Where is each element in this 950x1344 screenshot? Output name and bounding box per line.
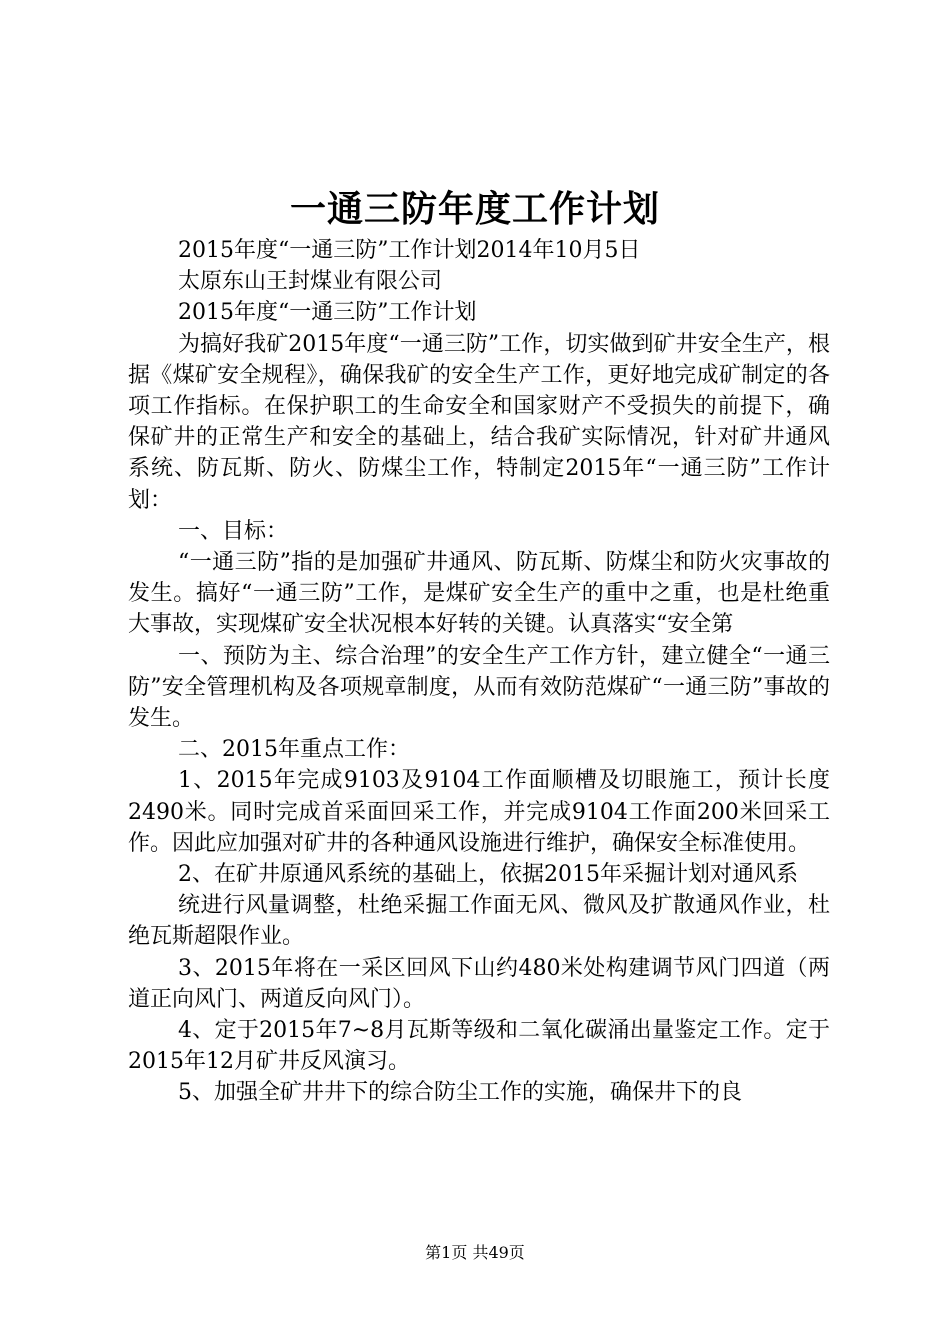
paragraph-goals: “一通三防”指的是加强矿井通风、防瓦斯、防煤尘和防火灾事故的发生。搞好“一通三防”工作，是煤矿安全生产的重中之重，也是杜绝重大事故，实现煤矿安全状况根本好转的关键。认真落实“安全第	[128, 550, 830, 638]
list-item-4: 4、定于2015年7~8月瓦斯等级和二氧化碳涌出量鉴定工作。定于2015年12月矿井反风演习。	[128, 1018, 830, 1075]
list-item-1: 1、2015年完成9103及9104工作面顺槽及切眼施工，预计长度2490米。同时完成首采面回采工作，并完成9104工作面200米回采工作。因此应加强对矿井的各种通风设施进行维护，确保安全标准使用。	[128, 768, 830, 856]
list-item-5: 5、加强全矿井井下的综合防尘工作的实施，确保井下的良	[178, 1080, 742, 1106]
page-footer: 第1页 共49页	[425, 1243, 525, 1262]
list-item-3: 3、2015年将在一采区回风下山约480米处构建调节风门四道（两道正向风门、两道反向风门）。	[128, 955, 830, 1012]
document-body	[128, 235, 830, 1109]
document-title: 一通三防年度工作计划	[289, 188, 660, 230]
paragraph-company: 太原东山王封煤业有限公司	[178, 269, 443, 295]
paragraph-date-line: 2015年度“一通三防”工作计划2014年10月5日	[178, 238, 641, 263]
paragraph-plan-name: 2015年度“一通三防”工作计划	[178, 300, 477, 326]
section-heading-key-work: 二、2015年重点工作：	[178, 737, 410, 763]
list-item-2-continued: 统进行风量调整，杜绝采掘工作面无风、微风及扩散通风作业，杜绝瓦斯超限作业。	[128, 893, 830, 950]
list-item-2: 2、在矿井原通风系统的基础上，依据2015年采掘计划对通风系	[178, 862, 798, 888]
paragraph-policy: 一、预防为主、综合治理”的安全生产工作方针，建立健全“一通三防”安全管理机构及各项规章制度，从而有效防范煤矿“一通三防”事故的发生。	[128, 643, 830, 732]
section-heading-goals: 一、目标：	[178, 518, 289, 544]
paragraph-intro: 为搞好我矿2015年度“一通三防”工作，切实做到矿井安全生产，根据《煤矿安全规程》，确保我矿的安全生产工作，更好地完成矿制定的各项工作指标。在保护职工的生命安全和国家财产不受损失的前提下，确保矿井的正常生产和安全的基础上，结合我矿实际情况，针对矿井通风系统、防瓦斯、防火、防煤尘工作，特制定2015年“一通三防”工作计划：	[128, 331, 830, 513]
